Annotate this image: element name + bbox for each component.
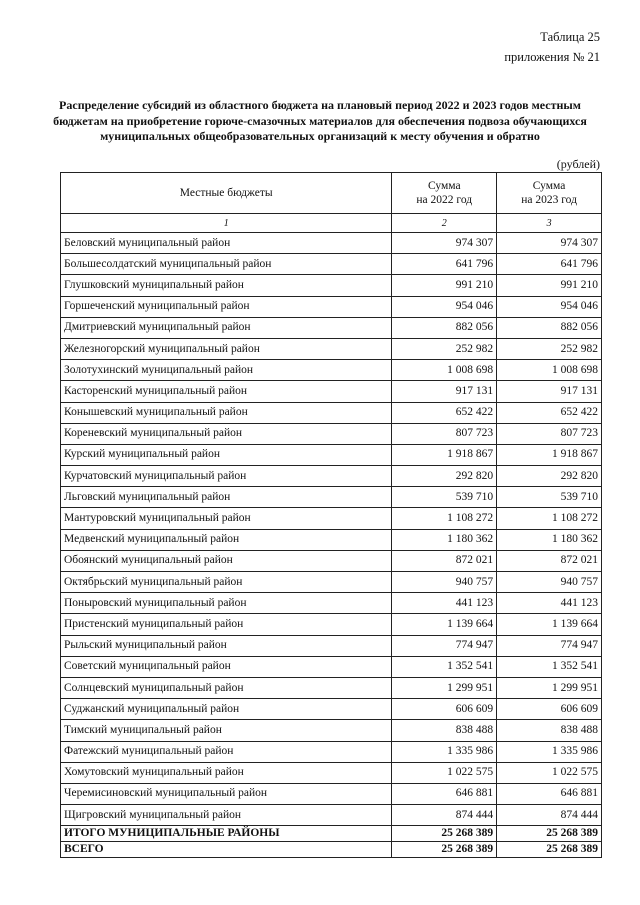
district-name: Курчатовский муниципальный район <box>61 466 392 487</box>
table-row <box>61 656 602 677</box>
table-row <box>61 296 602 317</box>
amount-2022: 1 022 575 <box>392 762 497 783</box>
amount-2022: 539 710 <box>392 487 497 508</box>
district-name: Пристенский муниципальный район <box>61 614 392 635</box>
amount-2022: 974 307 <box>392 233 497 254</box>
table-row <box>61 762 602 783</box>
amount-2022: 991 210 <box>392 275 497 296</box>
amount-2022: 1 180 362 <box>392 529 497 550</box>
district-name: Кореневский муниципальный район <box>61 423 392 444</box>
amount-2022: 774 947 <box>392 635 497 656</box>
amount-2022: 874 444 <box>392 805 497 826</box>
district-name: Золотухинский муниципальный район <box>61 360 392 381</box>
total-row <box>61 842 602 858</box>
table-row <box>61 614 602 635</box>
table-row <box>61 487 602 508</box>
amount-2022: 917 131 <box>392 381 497 402</box>
amount-2022: 940 757 <box>392 572 497 593</box>
amount-2023: 641 796 <box>497 254 602 275</box>
district-name: Железногорский муниципальный район <box>61 338 392 359</box>
district-name: Дмитриевский муниципальный район <box>61 317 392 338</box>
amount-2023: 606 609 <box>497 699 602 720</box>
amount-2023: 807 723 <box>497 423 602 444</box>
amount-2022: 807 723 <box>392 423 497 444</box>
table-row <box>61 402 602 423</box>
column-number-2: 2 <box>392 214 497 233</box>
table-row <box>61 508 602 529</box>
header-sum-2023-line2: на 2023 год <box>521 194 577 206</box>
total-label: ВСЕГО <box>61 842 392 858</box>
table-row <box>61 275 602 296</box>
district-name: Поныровский муниципальный район <box>61 593 392 614</box>
district-name: Беловский муниципальный район <box>61 233 392 254</box>
header-local-budgets: Местные бюджеты <box>61 173 392 214</box>
amount-2023: 882 056 <box>497 317 602 338</box>
amount-2022: 1 299 951 <box>392 677 497 698</box>
amount-2022: 652 422 <box>392 402 497 423</box>
amount-2022: 838 488 <box>392 720 497 741</box>
table-number: Таблица 25 <box>540 30 600 44</box>
amount-2022: 641 796 <box>392 254 497 275</box>
table-row <box>61 466 602 487</box>
amount-2023: 539 710 <box>497 487 602 508</box>
table-row <box>61 550 602 571</box>
amount-2023: 1 008 698 <box>497 360 602 381</box>
amount-2023: 1 139 664 <box>497 614 602 635</box>
district-name: Горшеченский муниципальный район <box>61 296 392 317</box>
amount-2023: 1 299 951 <box>497 677 602 698</box>
amount-2023: 1 335 986 <box>497 741 602 762</box>
amount-2023: 872 021 <box>497 550 602 571</box>
table-row <box>61 254 602 275</box>
amount-2022: 1 335 986 <box>392 741 497 762</box>
amount-2022: 441 123 <box>392 593 497 614</box>
table-row <box>61 444 602 465</box>
total-2023: 25 268 389 <box>497 842 602 858</box>
header-sum-2022 <box>392 173 497 214</box>
table-row <box>61 699 602 720</box>
district-name: Рыльский муниципальный район <box>61 635 392 656</box>
district-name: Тимский муниципальный район <box>61 720 392 741</box>
amount-2023: 1 352 541 <box>497 656 602 677</box>
district-name: Медвенский муниципальный район <box>61 529 392 550</box>
amount-2022: 1 918 867 <box>392 444 497 465</box>
table-row <box>61 677 602 698</box>
district-name: Солнцевский муниципальный район <box>61 677 392 698</box>
district-name: Касторенский муниципальный район <box>61 381 392 402</box>
district-name: Глушковский муниципальный район <box>61 275 392 296</box>
district-name: Черемисиновский муниципальный район <box>61 783 392 804</box>
amount-2022: 872 021 <box>392 550 497 571</box>
budget-table <box>60 172 602 858</box>
amount-2022: 292 820 <box>392 466 497 487</box>
total-label: ИТОГО МУНИЦИПАЛЬНЫЕ РАЙОНЫ <box>61 826 392 842</box>
unit-label: (рублей) <box>556 157 600 171</box>
table-row <box>61 635 602 656</box>
amount-2023: 1 918 867 <box>497 444 602 465</box>
amount-2023: 441 123 <box>497 593 602 614</box>
district-name: Суджанский муниципальный район <box>61 699 392 720</box>
column-number-1: 1 <box>61 214 392 233</box>
header-sum-2022-line2: на 2022 год <box>416 194 473 206</box>
total-2023: 25 268 389 <box>497 826 602 842</box>
total-2022: 25 268 389 <box>392 826 497 842</box>
table-row <box>61 720 602 741</box>
amount-2023: 954 046 <box>497 296 602 317</box>
table-row <box>61 572 602 593</box>
district-name: Хомутовский муниципальный район <box>61 762 392 783</box>
table-row <box>61 338 602 359</box>
table-body <box>61 233 602 858</box>
amount-2023: 774 947 <box>497 635 602 656</box>
table-row <box>61 233 602 254</box>
amount-2023: 1 108 272 <box>497 508 602 529</box>
table-row <box>61 360 602 381</box>
appendix-number: приложения № 21 <box>504 50 600 64</box>
amount-2023: 991 210 <box>497 275 602 296</box>
district-name: Обоянский муниципальный район <box>61 550 392 571</box>
district-name: Советский муниципальный район <box>61 656 392 677</box>
amount-2023: 974 307 <box>497 233 602 254</box>
amount-2022: 606 609 <box>392 699 497 720</box>
district-name: Курский муниципальный район <box>61 444 392 465</box>
district-name: Льговский муниципальный район <box>61 487 392 508</box>
table-row <box>61 529 602 550</box>
amount-2023: 292 820 <box>497 466 602 487</box>
amount-2022: 1 352 541 <box>392 656 497 677</box>
district-name: Конышевский муниципальный район <box>61 402 392 423</box>
amount-2023: 646 881 <box>497 783 602 804</box>
amount-2022: 1 008 698 <box>392 360 497 381</box>
table-row <box>61 593 602 614</box>
header-sum-2023-line1: Сумма <box>532 180 566 192</box>
amount-2022: 882 056 <box>392 317 497 338</box>
amount-2023: 838 488 <box>497 720 602 741</box>
district-name: Октябрьский муниципальный район <box>61 572 392 593</box>
header-sum-2023 <box>497 173 602 214</box>
amount-2023: 917 131 <box>497 381 602 402</box>
amount-2023: 1 022 575 <box>497 762 602 783</box>
district-name: Фатежский муниципальный район <box>61 741 392 762</box>
amount-2023: 652 422 <box>497 402 602 423</box>
amount-2023: 1 180 362 <box>497 529 602 550</box>
amount-2022: 1 139 664 <box>392 614 497 635</box>
district-name: Мантуровский муниципальный район <box>61 508 392 529</box>
table-row <box>61 805 602 826</box>
column-number-3: 3 <box>497 214 602 233</box>
table-row <box>61 317 602 338</box>
amount-2023: 940 757 <box>497 572 602 593</box>
header-sum-2022-line1: Сумма <box>427 180 461 192</box>
document-title: Распределение субсидий из областного бюджета на плановый период 2022 и 2023 годов местным бюджетам на приобретение горюче-смазочных материалов для обеспечения подвоза обучающихся муниципальных общеобразовательных организаций к месту обучения и обратно <box>53 98 587 143</box>
table-row <box>61 783 602 804</box>
amount-2023: 874 444 <box>497 805 602 826</box>
total-row <box>61 826 602 842</box>
amount-2022: 252 982 <box>392 338 497 359</box>
district-name: Большесолдатский муниципальный район <box>61 254 392 275</box>
table-row <box>61 381 602 402</box>
amount-2022: 646 881 <box>392 783 497 804</box>
total-2022: 25 268 389 <box>392 842 497 858</box>
amount-2022: 954 046 <box>392 296 497 317</box>
table-row <box>61 741 602 762</box>
district-name: Щигровский муниципальный район <box>61 805 392 826</box>
amount-2023: 252 982 <box>497 338 602 359</box>
table-row <box>61 423 602 444</box>
amount-2022: 1 108 272 <box>392 508 497 529</box>
